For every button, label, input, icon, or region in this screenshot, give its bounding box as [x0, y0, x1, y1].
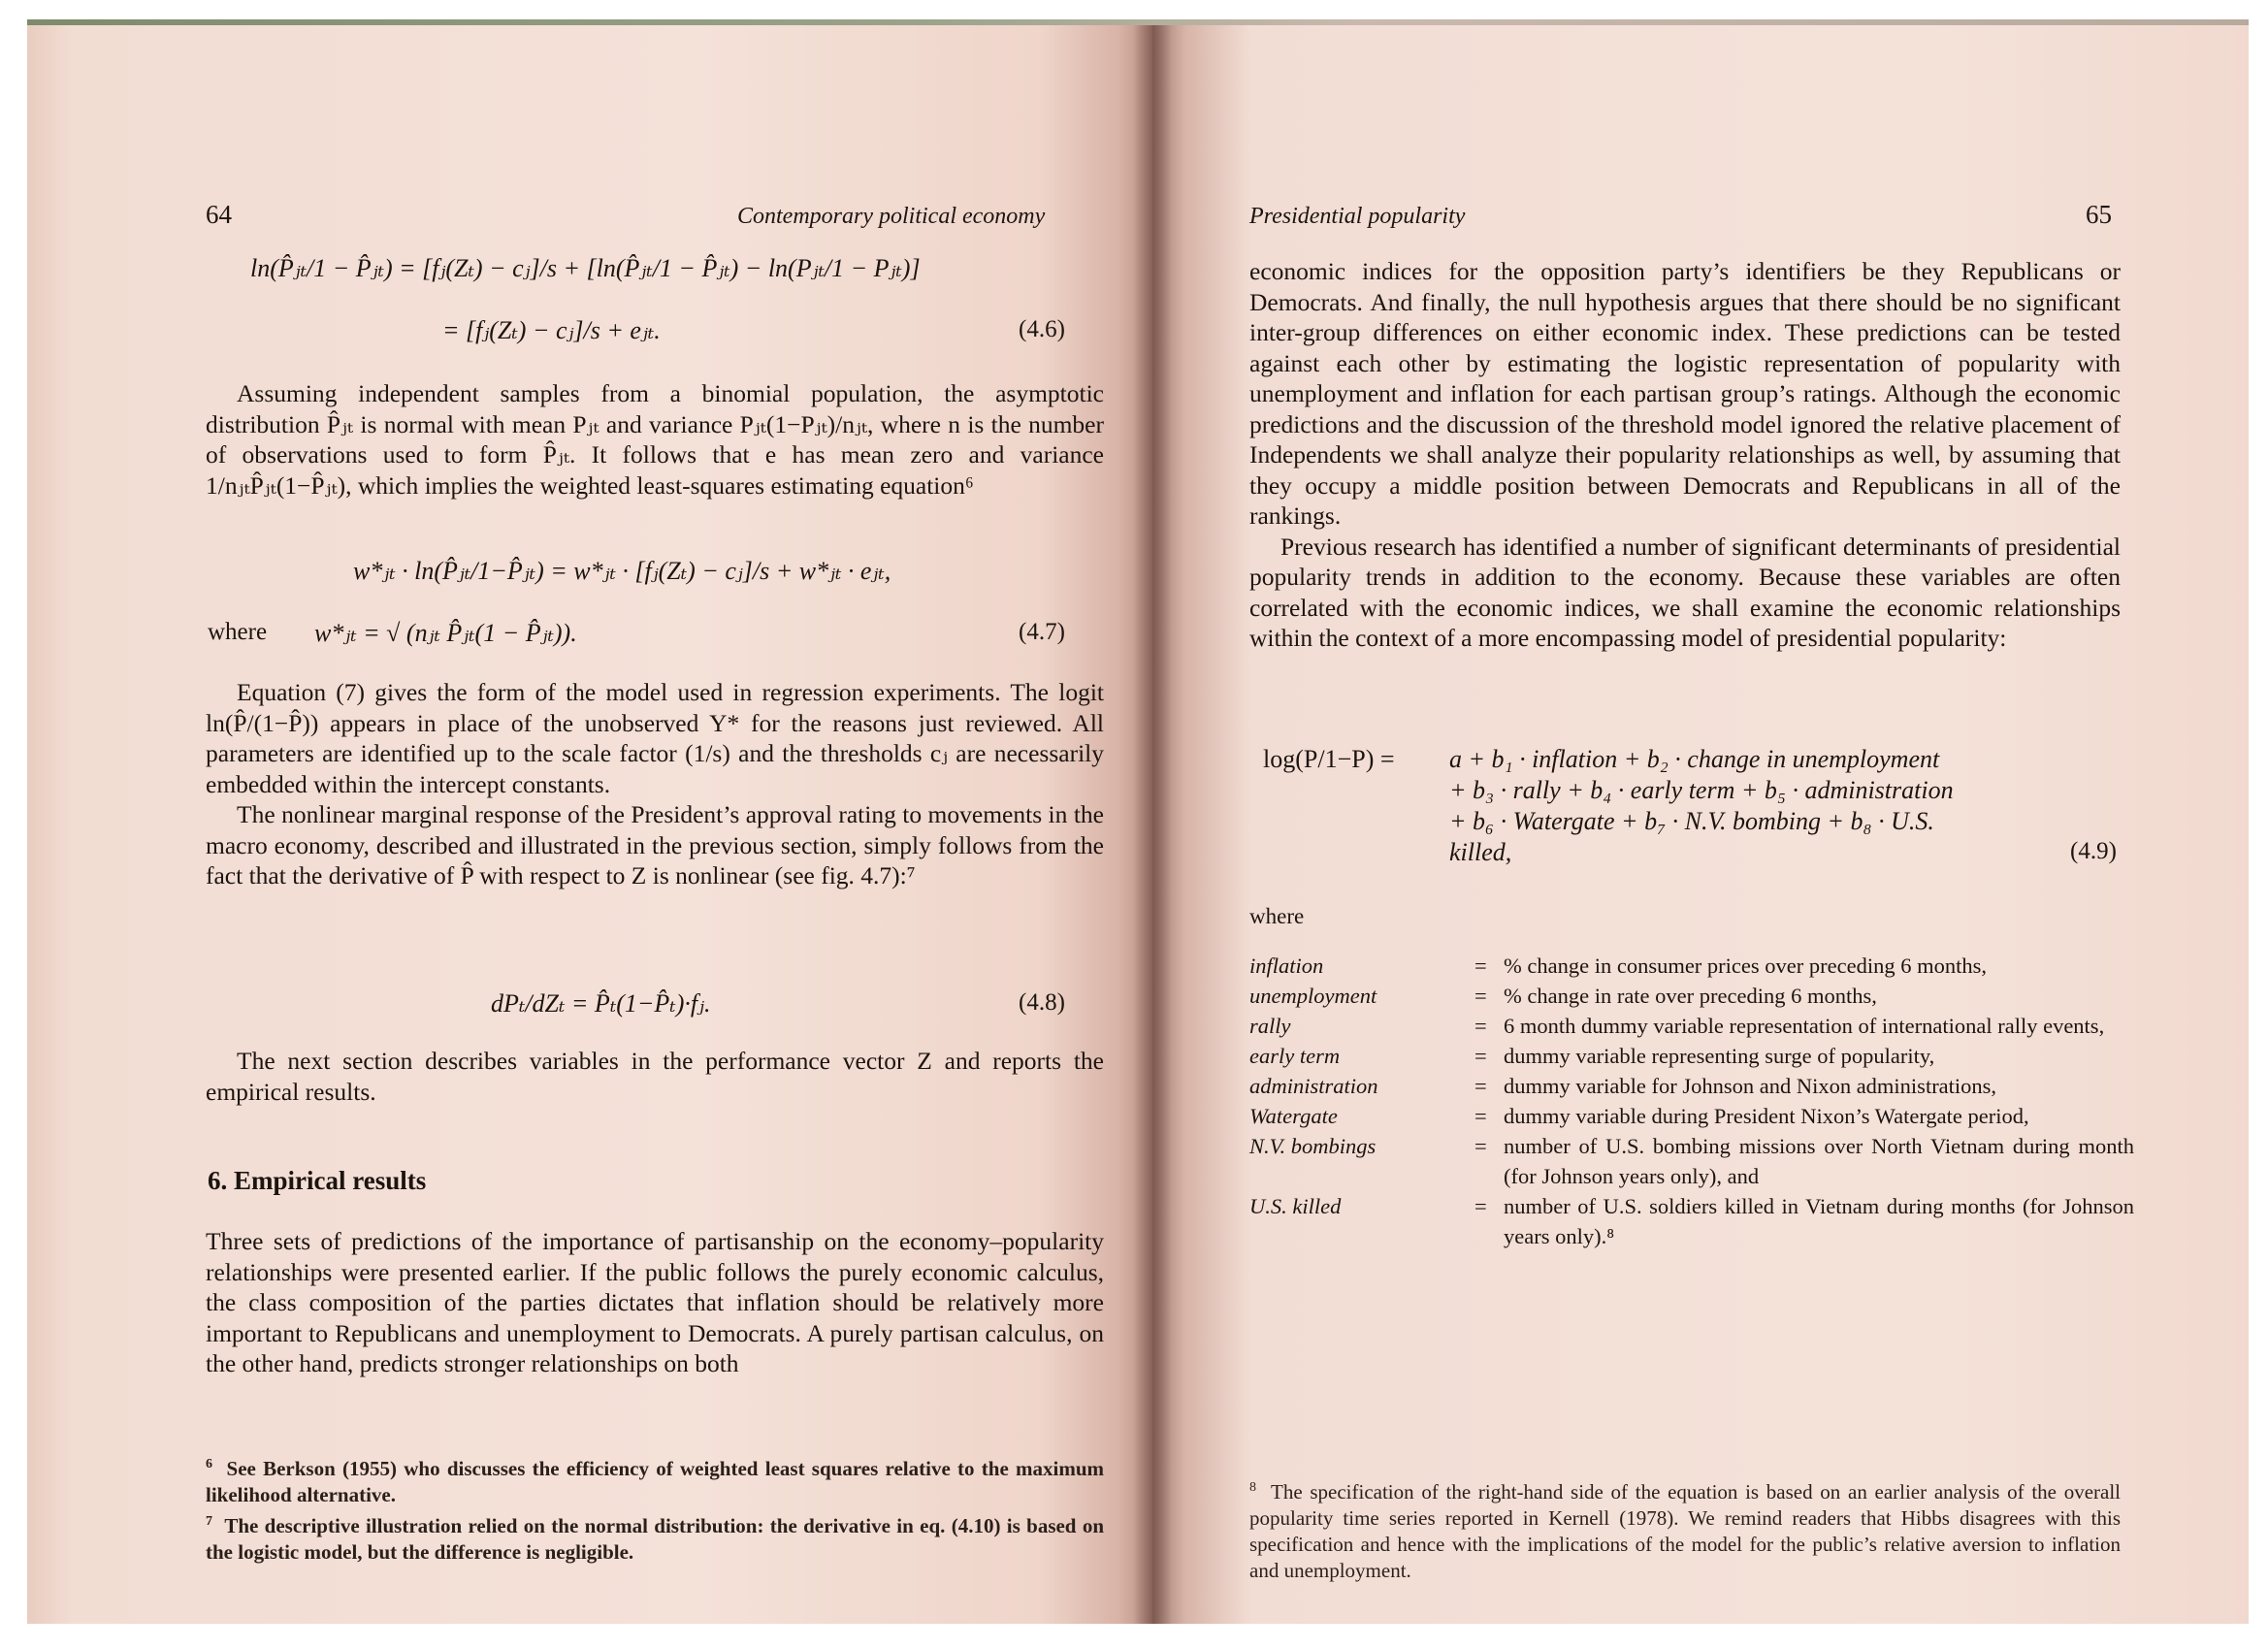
definition-description: dummy variable during President Nixon’s Watergate period,	[1504, 1104, 2029, 1128]
footnote-6	[206, 1451, 1104, 1508]
footnote-6-mark: 6	[206, 1457, 212, 1471]
definition-description: number of U.S. soldiers killed in Vietnam during months (for Johnson years only).⁸	[1504, 1194, 2134, 1248]
paragraph-next-section-text: The next section describes variables in the performance vector Z and reports the empirical results.	[206, 1047, 1104, 1106]
definition-term: rally	[1249, 1014, 1291, 1038]
paragraph-economic-indices	[1249, 256, 2121, 654]
definition-row	[1249, 1191, 2134, 1251]
equation-4-7-line-2: w*ⱼₜ = √ (nⱼₜ P̂ⱼₜ(1 − P̂ⱼₜ)).	[314, 619, 577, 647]
running-header-left: Contemporary political economy	[737, 204, 1046, 229]
definition-description: dummy variable for Johnson and Nixon administrations,	[1504, 1074, 1997, 1098]
page-number-left: 64	[206, 200, 232, 229]
footnote-7-text: The descriptive illustration relied on the normal distribution: the derivative in eq. (4.10) is based on the logistic model, but the difference is negligible.	[206, 1514, 1105, 1564]
definition-row	[1249, 1041, 2134, 1071]
footnote-8-mark: 8	[1249, 1480, 1256, 1495]
definition-row	[1249, 1131, 2134, 1191]
equation-4-9-lhs: log(P/1−P) =	[1263, 745, 1395, 773]
definition-equals: =	[1474, 954, 1487, 978]
definition-description: dummy variable representing surge of popularity,	[1504, 1044, 1935, 1068]
definition-equals: =	[1474, 1044, 1487, 1068]
paragraph-assuming-text: Assuming independent samples from a binomial population, the asymptotic distribution P̂ⱼₜ is normal with mean Pⱼₜ and variance Pⱼₜ(1−Pⱼₜ)/nⱼₜ, where n is the number of observations used to form P̂ⱼₜ. It follows that e has mean zero and variance 1/nⱼₜP̂ⱼₜ(1−P̂ⱼₜ), which implies the weighted least-squares estimating equation⁶	[206, 379, 1104, 500]
running-header-right: Presidential popularity	[1249, 204, 1466, 229]
definition-equals: =	[1474, 984, 1487, 1008]
equation-4-7-where: where	[208, 619, 268, 645]
equation-4-8: dPₜ/dZₜ = P̂ₜ(1−P̂ₜ)·fⱼ.	[491, 989, 711, 1018]
definition-equals: =	[1474, 1194, 1487, 1218]
definition-term: unemployment	[1249, 984, 1377, 1008]
definition-term: early term	[1249, 1044, 1341, 1068]
equation-4-8-number: (4.8)	[1019, 989, 1065, 1016]
book-gutter	[1133, 25, 1172, 1624]
paragraph-equation-7-text: Equation (7) gives the form of the model used in regression experiments. The logit ln(P̂/(1−P̂)) appears in place of the unobserved Y* for the reasons just reviewed. All parameters are identified up to the scale factor (1/s) and the thresholds cⱼ are necessarily embedded within the intercept constants.	[206, 678, 1104, 798]
page-number-right: 65	[2086, 200, 2112, 229]
definition-row	[1249, 951, 2134, 981]
paragraph-assuming	[206, 378, 1104, 501]
definition-equals: =	[1474, 1104, 1487, 1128]
footnotes-right	[1249, 1474, 2121, 1584]
footnote-7-mark: 7	[206, 1514, 212, 1529]
paragraph-three-sets	[206, 1226, 1104, 1379]
definition-description: % change in rate over preceding 6 months,	[1504, 984, 1877, 1008]
paragraph-three-sets-text: Three sets of predictions of the importance of partisanship on the economy–popularity relationships were presented earlier. If the public follows the purely economic calculus, the class composition of the parties dictates that inflation should be relatively more important to Republicans and unemployment to Democrats. A purely partisan calculus, on the other hand, predicts stronger relationships on both	[206, 1227, 1104, 1377]
left-page	[27, 25, 1152, 1624]
definition-term: administration	[1249, 1074, 1378, 1098]
definition-term: N.V. bombings	[1249, 1134, 1377, 1158]
definition-row	[1249, 981, 2134, 1011]
paragraph-equation-7	[206, 677, 1104, 891]
paragraph-previous-research-text: Previous research has identified a number of significant determinants of presidential popularity trends in addition to the economy. Because these variables are often correlated with the economic indices, we shall examine the economic relationships within the context of a more encompassing model of presidential popularity:	[1249, 532, 2121, 652]
footnote-7	[206, 1508, 1104, 1566]
footnote-8-text: The specification of the right-hand side of the equation is based on an earlier analysis of the overall popularity time series reported in Kernell (1978). We remind readers that Hibbs disagrees with this specification and hence with the implications of the model for the public’s relative aversion to inflation and unemployment.	[1249, 1480, 2121, 1582]
paragraph-nonlinear-text: The nonlinear marginal response of the President’s approval rating to movements in the macro economy, described and illustrated in the previous section, simply follows from the fact that the derivative of P̂ with respect to Z is nonlinear (see fig. 4.7):⁷	[206, 800, 1104, 889]
definition-description: number of U.S. bombing missions over North Vietnam during month (for Johnson years only), and	[1504, 1134, 2134, 1188]
definition-term: Watergate	[1249, 1104, 1338, 1128]
definition-term: U.S. killed	[1249, 1194, 1342, 1218]
equation-4-9-line-3: + b₆ · Watergate + b₇ · N.V. bombing + b₈ · U.S.	[1449, 807, 1934, 835]
equation-4-9-line-4: killed,	[1449, 838, 1512, 866]
equation-4-9-number: (4.9)	[2070, 838, 2117, 864]
footnotes-left	[206, 1451, 1104, 1566]
equation-4-9-line-2: + b₃ · rally + b₄ · early term + b₅ · administration	[1449, 776, 1954, 804]
section-heading: 6. Empirical results	[208, 1166, 427, 1195]
definition-row	[1249, 1101, 2134, 1131]
definition-equals: =	[1474, 1014, 1487, 1038]
equation-4-6-line-2: = [fⱼ(Zₜ) − cⱼ]/s + eⱼₜ.	[442, 316, 661, 344]
equation-4-6-line-1: ln(P̂ⱼₜ/1 − P̂ⱼₜ) = [fⱼ(Zₜ) − cⱼ]/s + [ln(P̂ⱼₜ/1 − P̂ⱼₜ) − ln(Pⱼₜ/1 − Pⱼₜ)]	[250, 254, 921, 282]
definition-description: % change in consumer prices over preceding 6 months,	[1504, 954, 1987, 978]
right-page	[1152, 25, 2249, 1624]
definition-row	[1249, 1011, 2134, 1041]
definition-term: inflation	[1249, 954, 1324, 978]
footnote-6-text: See Berkson (1955) who discusses the efficiency of weighted least squares relative to the maximum likelihood alternative.	[206, 1457, 1105, 1506]
equation-4-6-number: (4.6)	[1019, 316, 1065, 342]
where-label: where	[1249, 904, 1305, 928]
footnote-8	[1249, 1474, 2121, 1584]
definitions-list	[1249, 951, 2134, 1251]
equation-4-7-line-1: w*ⱼₜ · ln(P̂ⱼₜ/1−P̂ⱼₜ) = w*ⱼₜ · [fⱼ(Zₜ) − cⱼ]/s + w*ⱼₜ · eⱼₜ,	[353, 557, 891, 585]
equation-4-7-number: (4.7)	[1019, 619, 1065, 645]
definition-row	[1249, 1071, 2134, 1101]
definition-equals: =	[1474, 1134, 1487, 1158]
definition-description: 6 month dummy variable representation of international rally events,	[1504, 1014, 2105, 1038]
definition-equals: =	[1474, 1074, 1487, 1098]
paragraph-next-section	[206, 1046, 1104, 1107]
paragraph-economic-indices-text: economic indices for the opposition party’s identifiers be they Republicans or Democrats. And finally, the null hypothesis argues that there should be no significant inter-group differences on either economic index. These predictions can be tested against each other by estimating the logistic representation of popularity with unemployment and inflation for each partisan group’s ratings. Although the economic predictions and the discussion of the threshold model ignored the relative placement of Independents we shall analyze their popularity relationships as well, by assuming that they occupy a middle position between Democrats and Republicans in all of the rankings.	[1249, 257, 2121, 530]
equation-4-9-line-1: a + b₁ · inflation + b₂ · change in unemployment	[1449, 745, 1940, 773]
